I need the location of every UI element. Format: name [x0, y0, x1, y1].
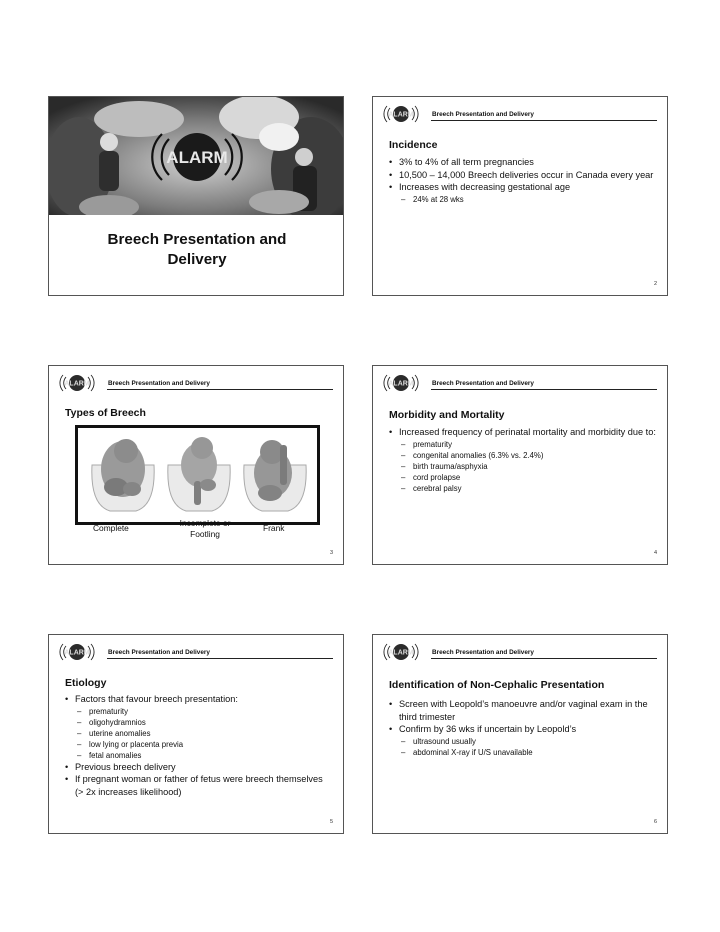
header-divider — [107, 389, 333, 390]
page-number: 6 — [653, 819, 657, 825]
list-item: • Confirm by 36 wks if uncertain by Leopold’s — [389, 723, 657, 736]
list-subitem: – cord prolapse — [389, 472, 657, 483]
slide-header — [381, 641, 657, 663]
list-subitem: – 24% at 28 wks — [389, 194, 657, 205]
alarm-logo-text: ALARM — [64, 649, 90, 657]
alarm-logo-text: ALARM — [388, 380, 414, 388]
alarm-logo — [57, 642, 97, 662]
slide-title: Etiology — [65, 677, 107, 689]
header-divider — [431, 389, 657, 390]
bullet-list — [389, 426, 657, 494]
frank-breech-illustration — [240, 435, 310, 515]
slide-etiology — [48, 634, 344, 834]
slide-types-of-breech — [48, 365, 344, 565]
page-number: 2 — [653, 281, 657, 287]
alarm-logo — [381, 104, 421, 124]
list-subitem: – congenital anomalies (6.3% vs. 2.4%) — [389, 450, 657, 461]
page-number: 5 — [329, 819, 333, 825]
alarm-logo-large-text: ALARM — [166, 148, 228, 167]
slide-incidence — [372, 96, 668, 296]
header-title: Breech Presentation and Delivery — [432, 649, 534, 656]
list-item: • 3% to 4% of all term pregnancies — [389, 156, 657, 169]
header-title: Breech Presentation and Delivery — [108, 380, 210, 387]
presentation-title-line1: Breech Presentation and — [107, 231, 287, 248]
bullet-list — [65, 693, 333, 798]
list-item: • Previous breech delivery — [65, 761, 333, 774]
list-item: • 10,500 – 14,000 Breech deliveries occur in Canada every year — [389, 169, 657, 182]
list-item: • If pregnant woman or father of fetus were breech themselves (> 2x increases likelihood) — [65, 773, 333, 798]
alarm-logo-text: ALARM — [64, 380, 90, 388]
header-divider — [431, 120, 657, 121]
header-title: Breech Presentation and Delivery — [432, 380, 534, 387]
alarm-logo — [381, 642, 421, 662]
caption-frank: Frank — [263, 523, 285, 533]
alarm-logo-large — [147, 127, 247, 187]
alarm-logo-text: ALARM — [388, 111, 414, 119]
alarm-logo-text: ALARM — [388, 649, 414, 657]
header-divider — [107, 658, 333, 659]
slide-title: Identification of Non-Cephalic Presentation — [389, 679, 605, 691]
list-item: • Factors that favour breech presentation: — [65, 693, 333, 706]
title-slide — [48, 96, 344, 296]
bullet-list — [389, 698, 657, 758]
alarm-logo — [57, 373, 97, 393]
slide-title: Types of Breech — [65, 407, 146, 419]
list-item: • Increases with decreasing gestational age — [389, 181, 657, 194]
slide-title: Incidence — [389, 139, 438, 151]
header-title: Breech Presentation and Delivery — [432, 111, 534, 118]
list-subitem: – abdominal X-ray if U/S unavailable — [389, 747, 657, 758]
presentation-title — [49, 230, 344, 270]
complete-breech-illustration — [88, 435, 158, 515]
slide-header — [381, 372, 657, 394]
caption-complete: Complete — [93, 523, 129, 533]
list-subitem: – uterine anomalies — [65, 728, 333, 739]
list-subitem: – birth trauma/asphyxia — [389, 461, 657, 472]
slide-header — [57, 372, 333, 394]
slide-header — [381, 103, 657, 125]
list-subitem: – fetal anomalies — [65, 750, 333, 761]
slide-title: Morbidity and Mortality — [389, 409, 505, 421]
breech-types-figure-frame — [75, 425, 320, 525]
list-subitem: – cerebral palsy — [389, 483, 657, 494]
list-subitem: – oligohydramnios — [65, 717, 333, 728]
slide-morbidity-mortality — [372, 365, 668, 565]
page-number: 3 — [329, 550, 333, 556]
list-subitem: – prematurity — [389, 439, 657, 450]
caption-incomplete-footling: Incomplete or Footling — [179, 518, 231, 539]
list-item: • Screen with Leopold’s manoeuvre and/or vaginal exam in the third trimester — [389, 698, 657, 723]
header-divider — [431, 658, 657, 659]
presentation-title-line2: Delivery — [167, 251, 227, 268]
list-subitem: – ultrasound usually — [389, 736, 657, 747]
list-subitem: – low lying or placenta previa — [65, 739, 333, 750]
slide-identification — [372, 634, 668, 834]
page-number: 4 — [653, 550, 657, 556]
header-title: Breech Presentation and Delivery — [108, 649, 210, 656]
bullet-list — [389, 156, 657, 205]
slide-header — [57, 641, 333, 663]
alarm-logo — [381, 373, 421, 393]
list-item: • Increased frequency of perinatal mortality and morbidity due to: — [389, 426, 657, 439]
footling-breech-illustration — [164, 435, 234, 515]
list-subitem: – prematurity — [65, 706, 333, 717]
